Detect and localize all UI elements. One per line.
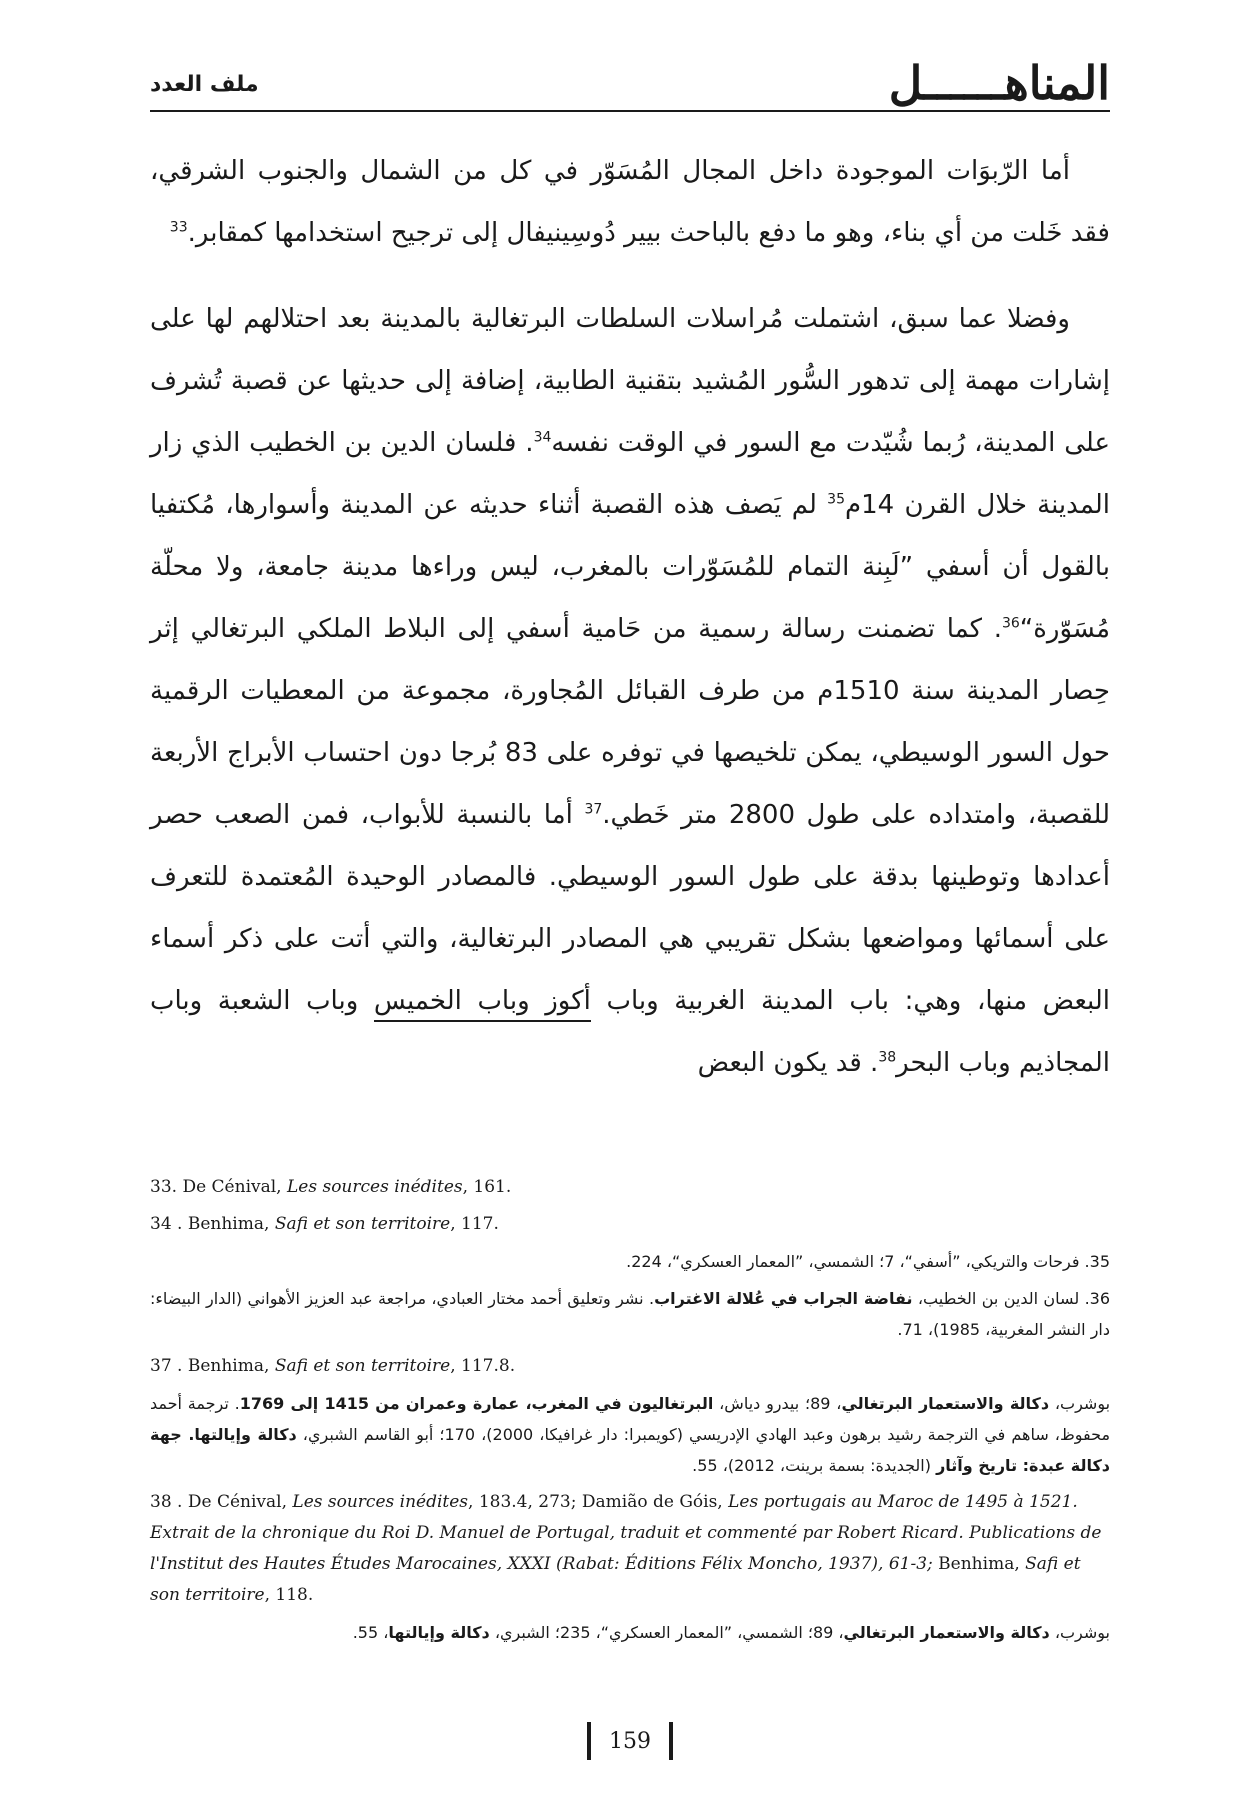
paragraph-2-text-h: . قد يكون البعض xyxy=(697,1048,879,1078)
footnote-36 xyxy=(150,1283,1110,1345)
footnote-37 xyxy=(150,1351,1110,1382)
paragraph-2-text-e: أما بالنسبة للأبواب، فمن الصعب حصر أعدادها وتوطينها بدقة على طول السور الوسيطي. فالمصادر الوحيدة المُعتمدة للتعرف على أسمائها ومواضعها بشكل تقريبي هي المصادر البرتغالية، والتي أتت على ذكر أسماء البعض منها، وهي: باب المدينة الغربية وباب xyxy=(150,800,1111,1016)
footnote-38 xyxy=(150,1487,1110,1611)
footnote-title: البرتغاليون في المغرب، عمارة وعمران من 1415 إلى 1769 xyxy=(239,1394,714,1413)
footnote-ref-34: 34 xyxy=(533,429,552,446)
paragraph-2-text-a: وفضلا عما سبق، اشتملت مُراسلات السلطات البرتغالية بالمدينة بعد احتلالهم لها على إشارات مهمة إلى تدهور السُّور المُشيد بتقنية الطابية، إضافة إلى حديثها عن قصبة تُشرف على المدينة، رُبما شُيّدت مع السور في الوقت نفسه xyxy=(150,304,1110,458)
footnote-title: Les sources inédites xyxy=(292,1492,469,1512)
footnote-ref-33: 33 xyxy=(169,219,188,236)
footnote-text: ، 89؛ الشمسي، ”المعمار العسكري“، 235؛ الشبري، xyxy=(489,1623,844,1642)
journal-logo xyxy=(810,56,1110,126)
section-label: ملف العدد xyxy=(150,72,259,97)
footnote-text: Benhima, xyxy=(187,1356,275,1376)
footnote-text: بوشرب، xyxy=(1049,1394,1111,1413)
footnote-title: Safi et son territoire xyxy=(150,1554,1081,1605)
footnote-title: Safi et son territoire xyxy=(274,1356,451,1376)
paragraph-2-text-c: لم يَصف هذه القصبة أثناء حديثه عن المدينة وأسوارها، مُكتفيا بالقول أن أسفي ”لَبِنة التمام للمُسَوّرات بالمغرب، ليس وراءها مدينة جامعة، ولا محلّة مُسَوّرة“ xyxy=(150,490,1110,644)
footnote-text: De Cénival, xyxy=(182,1177,287,1197)
footnote-title: دكالة والاستعمار البرتغالي xyxy=(843,1623,1050,1642)
footnote-title: دكالة والاستعمار البرتغالي xyxy=(841,1394,1050,1413)
paragraph-1-text: أما الرّبوَات الموجودة داخل المجال المُسَوّر في كل من الشمال والجنوب الشرقي، فقد خَلت من أي بناء، وهو ما دفع بالباحث بيير دُوسِينيفال إلى ترجيح استخدامها كمقابر. xyxy=(150,156,1110,248)
footnote-ref-37: 37 xyxy=(584,801,603,818)
footnote-title: دكالة وإيالتها xyxy=(388,1623,490,1642)
footnote-number: 38 . xyxy=(150,1492,183,1512)
footnote-text: Benhima, xyxy=(187,1214,275,1234)
footnote-number: 33. xyxy=(150,1177,178,1197)
footnote-text: , 183.4, 273; Damião de Góis, xyxy=(468,1492,729,1512)
paragraph-2-text-b: . فلسان الدين بن الخطيب الذي زار المدينة خلال القرن 14م xyxy=(150,428,1110,520)
paragraph-2-text-g: وباب الشعبة وباب المجاذيم وباب البحر xyxy=(150,986,1110,1078)
footnote-text: . نشر وتعليق أحمد مختار العبادي، مراجعة عبد العزيز الأهواني (الدار البيضاء: دار النشر المغربية، 1985)، 71. xyxy=(150,1289,1110,1339)
footnote-title: نفاضة الجراب في عُلالة الاغتراب xyxy=(654,1289,913,1308)
logo-text: المناهــــــل xyxy=(888,56,1110,110)
footnote-text: , 117. xyxy=(450,1214,499,1234)
footnote-text: ، 55. xyxy=(352,1623,389,1642)
footnote-34 xyxy=(150,1209,1110,1240)
footnote-text: , 117.8. xyxy=(450,1356,516,1376)
footnote-text: (الجديدة: بسمة برينت، 2012)، 55. xyxy=(692,1456,937,1475)
footnote-text: بوشرب، xyxy=(1049,1623,1110,1642)
footnote-text: De Cénival, xyxy=(187,1492,293,1512)
footnote-ref-36: 36 xyxy=(1001,615,1020,632)
footnote-37-arabic xyxy=(150,1388,1110,1481)
footnote-text: 36. لسان الدين بن الخطيب، xyxy=(912,1289,1111,1308)
footnote-text: . ترجمة أحمد محفوظ، ساهم في الترجمة رشيد برهون وعبد الهادي الإدريسي (كويمبرا: دار غرافيكا، 2000)، 170؛ أبو القاسم الشبري، xyxy=(150,1394,1111,1444)
article-body xyxy=(150,140,1110,1094)
footnote-text: ، 89؛ بيدرو دياش، xyxy=(713,1394,842,1413)
footnote-text: , 118. xyxy=(264,1585,314,1605)
page-footer xyxy=(0,1722,1260,1760)
footnote-ref-35: 35 xyxy=(827,491,845,508)
footnote-35: 35. فرحات والتريكي، ”أسفي“، 7؛ الشمسي، ”المعمار العسكري“، 224. xyxy=(626,1252,1110,1271)
footnote-text: Benhima, xyxy=(932,1554,1026,1574)
paragraph-1 xyxy=(150,140,1110,264)
footnote-title: دكالة وإيالتها. جهة دكالة عبدة: تاريخ وآثار xyxy=(150,1425,1110,1475)
underlined-text: أكوز وباب الخميس xyxy=(374,986,591,1022)
footnote-number: 37 . xyxy=(150,1356,183,1376)
footnote-ref-38: 38 xyxy=(878,1049,897,1066)
footnote-title: Les sources inédites xyxy=(287,1177,463,1197)
footnote-title: Les portugais au Maroc de 1495 à 1521. Extrait de la chronique du Roi D. Manuel de Portugal, traduit et commenté par Robert Ricard. Publications de l'Institut des Hautes Études Marocaines, XXXI (Rabat: Éditions Félix Moncho, 1937), 61-3; xyxy=(150,1492,1102,1574)
footnote-38-arabic xyxy=(150,1617,1110,1648)
page-number-bar-right xyxy=(669,1722,673,1760)
footnote-33 xyxy=(150,1172,1110,1203)
page-number: 159 xyxy=(609,1728,651,1754)
header-divider xyxy=(150,110,1110,112)
footnote-text: , 161. xyxy=(462,1177,512,1197)
footnote-number: 34 . xyxy=(150,1214,183,1234)
footnote-title: Safi et son territoire xyxy=(274,1214,451,1234)
footnotes xyxy=(150,1172,1110,1654)
paragraph-2 xyxy=(150,288,1110,1094)
paragraph-2-text-d: . كما تضمنت رسالة رسمية من حَامية أسفي إلى البلاط الملكي البرتغالي إثر حِصار المدينة سنة 1510م من طرف القبائل المُجاورة، مجموعة من المعطيات الرقمية حول السور الوسيطي، يمكن تلخيصها في توفره على 83 بُرجا دون احتساب الأبراج الأربعة للقصبة، وامتداده على طول 2800 متر خَطي. xyxy=(150,614,1111,830)
